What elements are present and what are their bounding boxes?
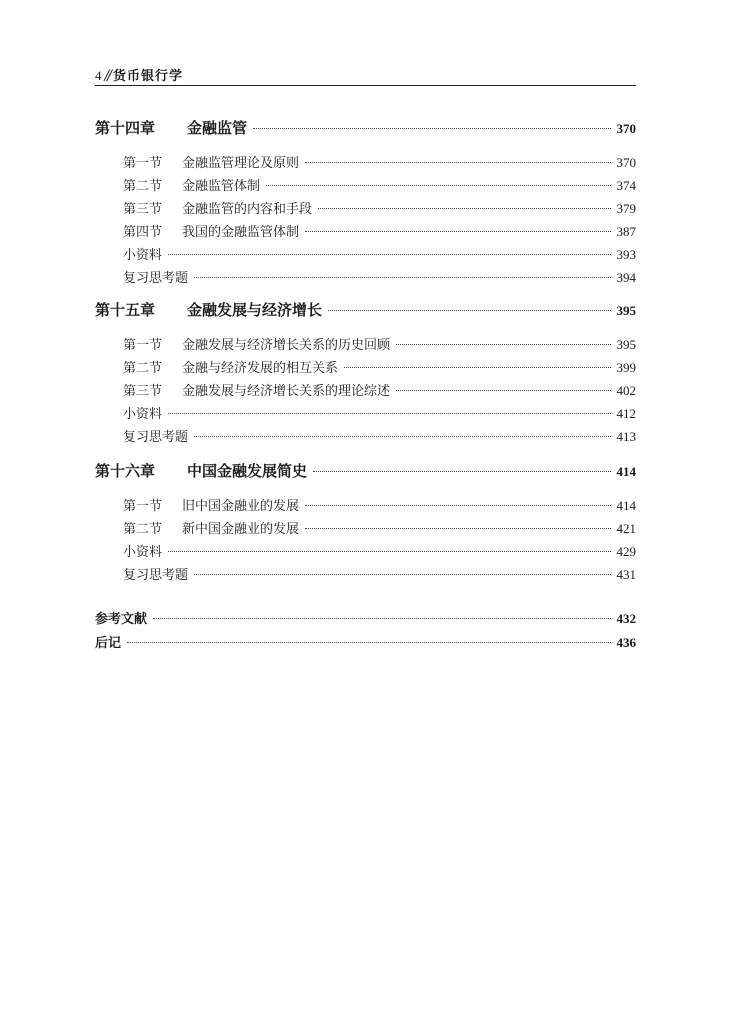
- entry-title: 复习思考题: [123, 568, 189, 583]
- toc-section-entry[interactable]: [123, 152, 636, 171]
- dot-leader: [344, 367, 610, 368]
- entry-page-number: 413: [616, 429, 636, 444]
- entry-title: 参考文献: [95, 612, 148, 627]
- dot-leader: [313, 471, 610, 472]
- entry-label: [123, 175, 260, 194]
- dot-leader: [305, 505, 610, 506]
- entry-title: 中国金融发展简史: [187, 462, 308, 480]
- dot-leader: [266, 185, 610, 186]
- entry-number: 第十五章: [95, 301, 156, 319]
- entry-number: 第二节: [123, 361, 163, 376]
- entry-label: [123, 403, 162, 422]
- entry-title: 金融发展与经济增长关系的理论综述: [182, 384, 391, 399]
- entry-title: 后记: [95, 636, 122, 651]
- dot-leader: [153, 618, 610, 619]
- entry-number: 第三节: [123, 384, 163, 399]
- entry-title: 金融发展与经济增长关系的历史回顾: [182, 338, 391, 353]
- entry-title: 小资料: [123, 407, 163, 422]
- dot-leader: [253, 128, 610, 129]
- entry-page-number: 374: [616, 178, 636, 193]
- dot-leader: [194, 574, 610, 575]
- entry-page-number: 399: [616, 360, 636, 375]
- entry-number: 第二节: [123, 522, 163, 537]
- entry-label: [123, 244, 162, 263]
- entry-label: [123, 267, 188, 286]
- entry-title: 新中国金融业的发展: [182, 522, 300, 537]
- dot-leader: [305, 231, 610, 232]
- header-separator-icon: //: [104, 68, 110, 84]
- dot-leader: [194, 436, 610, 437]
- entry-title: 旧中国金融业的发展: [182, 499, 300, 514]
- entry-number: 第十四章: [95, 119, 156, 137]
- toc-section-entry[interactable]: [123, 175, 636, 194]
- toc-section-entry[interactable]: [123, 495, 636, 514]
- toc-section-entry[interactable]: [123, 403, 636, 422]
- entry-page-number: 436: [616, 635, 636, 650]
- toc-chapter-entry[interactable]: [95, 299, 636, 320]
- toc-section-entry[interactable]: [123, 518, 636, 537]
- toc-chapter-entry[interactable]: [95, 460, 636, 481]
- toc-section-entry[interactable]: [123, 244, 636, 263]
- dot-leader: [168, 413, 610, 414]
- toc-section-entry[interactable]: [123, 541, 636, 560]
- header-rule: [95, 85, 636, 86]
- entry-page-number: 412: [616, 406, 636, 421]
- entry-number: 第一节: [123, 499, 163, 514]
- entry-title: 金融监管体制: [182, 179, 261, 194]
- dot-leader: [168, 551, 610, 552]
- entry-number: 第一节: [123, 156, 163, 171]
- entry-number: 第三节: [123, 202, 163, 217]
- entry-label: [95, 632, 121, 651]
- entry-page-number: 431: [616, 567, 636, 582]
- entry-page-number: 379: [616, 201, 636, 216]
- entry-page-number: 370: [616, 155, 636, 170]
- entry-page-number: 421: [616, 521, 636, 536]
- entry-label: [123, 357, 338, 376]
- dot-leader: [305, 162, 610, 163]
- entry-title: 金融发展与经济增长: [187, 301, 323, 319]
- entry-title: 金融监管的内容和手段: [182, 202, 313, 217]
- entry-page-number: 393: [616, 247, 636, 262]
- entry-page-number: 395: [616, 303, 636, 318]
- dot-leader: [396, 344, 610, 345]
- entry-label: [123, 564, 188, 583]
- entry-number: 第二节: [123, 179, 163, 194]
- entry-label: [123, 221, 299, 240]
- header-page-number: 4: [95, 68, 102, 83]
- entry-number: 第四节: [123, 225, 163, 240]
- dot-leader: [127, 642, 610, 643]
- entry-label: [123, 426, 188, 445]
- toc-backmatter-entry[interactable]: [95, 608, 636, 627]
- entry-title: 金融监管理论及原则: [182, 156, 300, 171]
- running-header: [95, 62, 183, 84]
- dot-leader: [168, 254, 610, 255]
- toc-section-entry[interactable]: [123, 380, 636, 399]
- toc-section-entry[interactable]: [123, 198, 636, 217]
- entry-label: [123, 334, 390, 353]
- entry-title: 复习思考题: [123, 430, 189, 445]
- entry-label: [95, 117, 247, 138]
- entry-page-number: 414: [616, 498, 636, 513]
- entry-number: 第一节: [123, 338, 163, 353]
- header-book-title: 货币银行学: [112, 69, 183, 84]
- entry-title: 我国的金融监管体制: [182, 225, 300, 240]
- entry-label: [95, 460, 307, 481]
- entry-label: [123, 495, 299, 514]
- toc-section-entry[interactable]: [123, 221, 636, 240]
- toc-backmatter-entry[interactable]: [95, 632, 636, 651]
- entry-title: 小资料: [123, 248, 163, 263]
- toc-section-entry[interactable]: [123, 426, 636, 445]
- entry-page-number: 395: [616, 337, 636, 352]
- entry-page-number: 394: [616, 270, 636, 285]
- entry-title: 金融监管: [187, 119, 248, 137]
- entry-title: 复习思考题: [123, 271, 189, 286]
- entry-label: [123, 152, 299, 171]
- entry-page-number: 370: [616, 121, 636, 136]
- entry-title: 金融与经济发展的相互关系: [182, 361, 339, 376]
- entry-page-number: 402: [616, 383, 636, 398]
- toc-section-entry[interactable]: [123, 357, 636, 376]
- entry-label: [95, 299, 322, 320]
- dot-leader: [318, 208, 610, 209]
- entry-label: [95, 608, 147, 627]
- entry-page-number: 414: [616, 464, 636, 479]
- entry-label: [123, 541, 162, 560]
- entry-label: [123, 380, 390, 399]
- entry-label: [123, 518, 299, 537]
- toc-section-entry[interactable]: [123, 267, 636, 286]
- entry-label: [123, 198, 312, 217]
- entry-page-number: 429: [616, 544, 636, 559]
- toc-section-entry[interactable]: [123, 564, 636, 583]
- entry-page-number: 432: [616, 611, 636, 626]
- toc-chapter-entry[interactable]: [95, 117, 636, 138]
- dot-leader: [194, 277, 610, 278]
- entry-title: 小资料: [123, 545, 163, 560]
- dot-leader: [305, 528, 610, 529]
- toc-section-entry[interactable]: [123, 334, 636, 353]
- dot-leader: [328, 310, 610, 311]
- entry-page-number: 387: [616, 224, 636, 239]
- entry-number: 第十六章: [95, 462, 156, 480]
- dot-leader: [396, 390, 610, 391]
